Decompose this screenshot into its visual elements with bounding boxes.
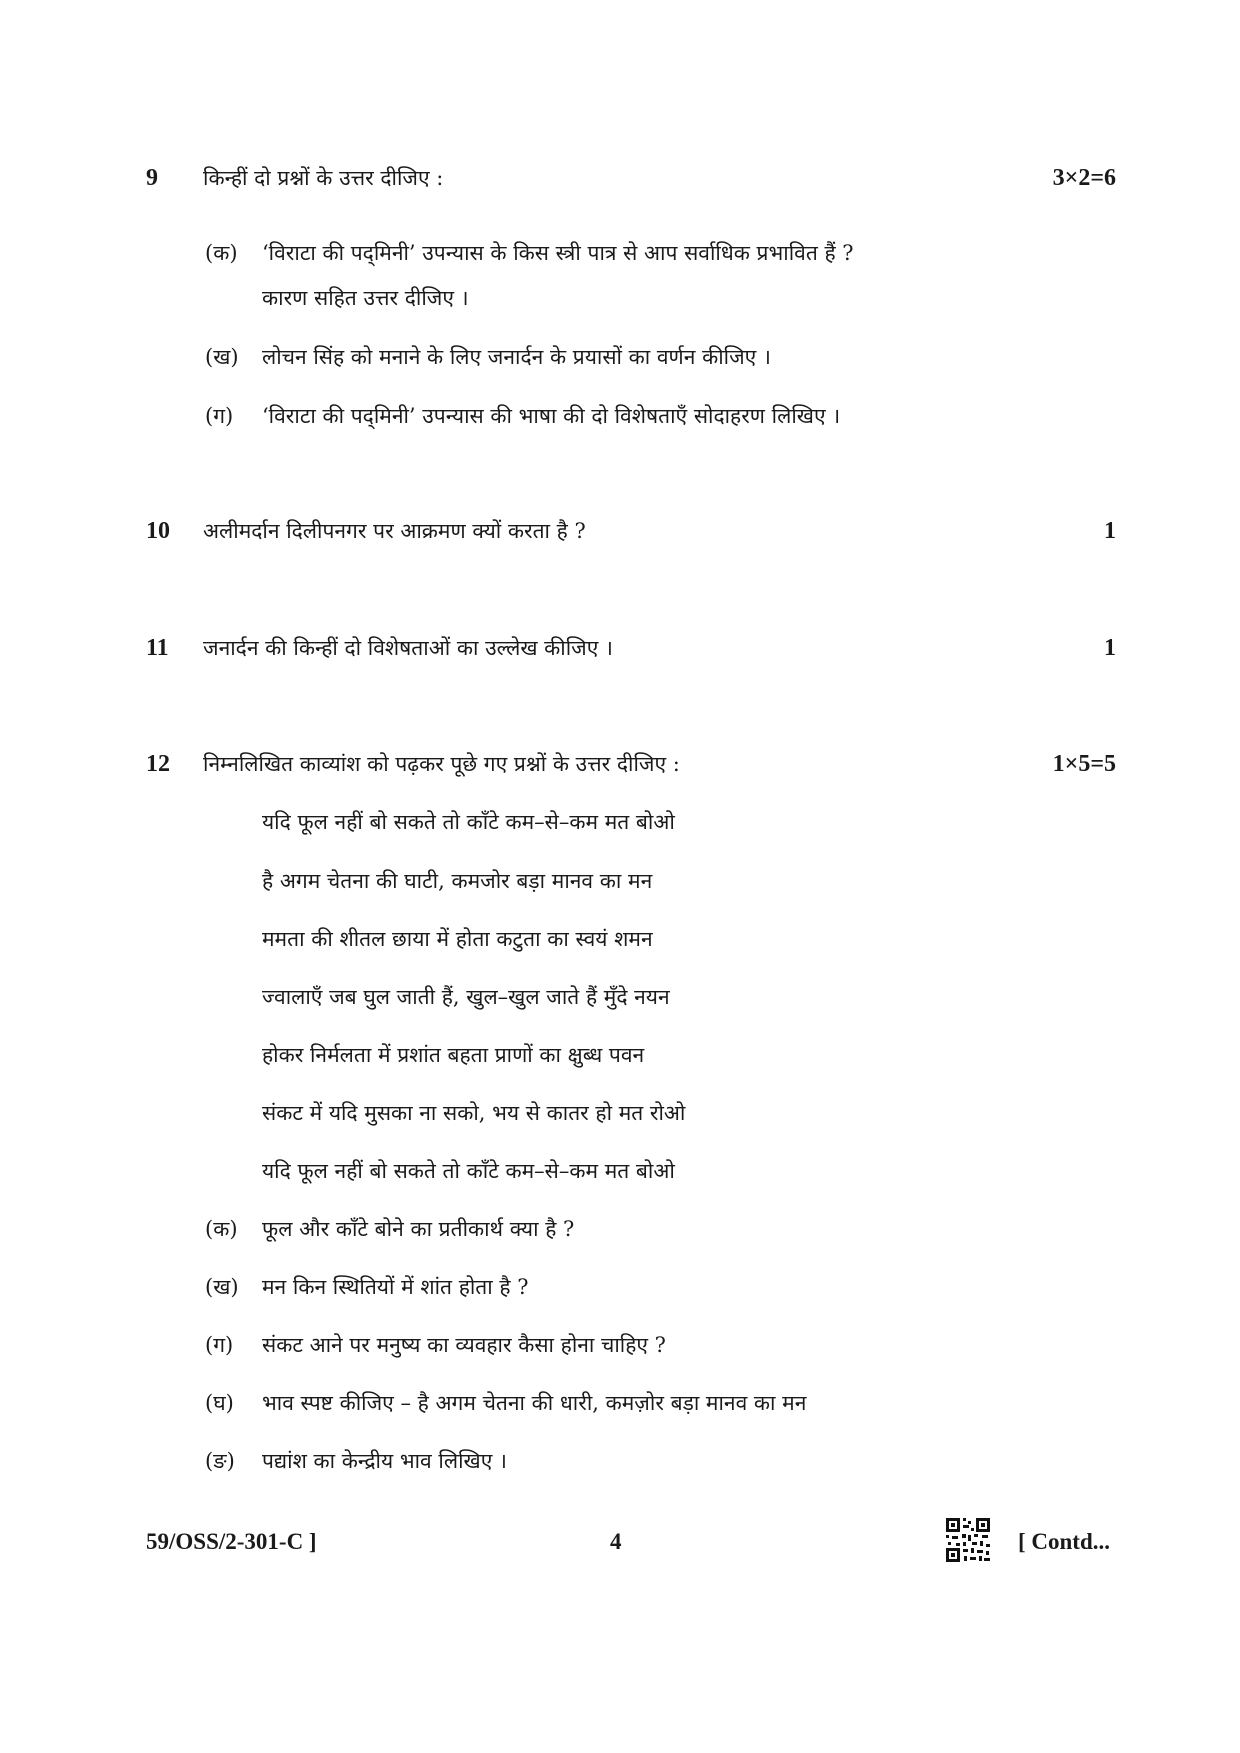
qr-code-icon bbox=[944, 1516, 992, 1564]
part-text: लोचन सिंह को मनाने के लिए जनार्दन के प्रयासों का वर्णन कीजिए । bbox=[262, 345, 771, 369]
question-marks: 3×2=6 bbox=[1052, 165, 1116, 191]
page-number: 4 bbox=[610, 1529, 622, 1554]
question-marks: 1 bbox=[1104, 635, 1116, 661]
poem-line-1: यदि फूल नहीं बो सकते तो काँटे कम–से–कम मत बोओ bbox=[262, 810, 675, 834]
poem-line-7: यदि फूल नहीं बो सकते तो काँटे कम–से–कम मत बोओ bbox=[262, 1159, 675, 1183]
part-text: ‘विराटा की पद्‌मिनी’ उपन्यास के किस स्त्री पात्र से आप सर्वाधिक प्रभावित हैं ? bbox=[262, 241, 854, 265]
part-text: संकट आने पर मनुष्य का व्यवहार कैसा होना चाहिए ? bbox=[262, 1333, 666, 1357]
question-number: 10 bbox=[146, 518, 170, 544]
poem-line-5: होकर निर्मलता में प्रशांत बहता प्राणों का क्षुब्ध पवन bbox=[262, 1043, 645, 1067]
part-label: (ग) bbox=[205, 404, 234, 428]
part-text: मन किन स्थितियों में शांत होता है ? bbox=[262, 1275, 529, 1299]
part-text: भाव स्पष्ट कीजिए – है अगम चेतना की धारी, कमज़ोर बड़ा मानव का मन bbox=[262, 1391, 807, 1415]
question-text: अलीमर्दान दिलीपनगर पर आक्रमण क्यों करता है ? bbox=[203, 519, 586, 543]
part-text: पद्यांश का केन्द्रीय भाव लिखिए । bbox=[262, 1449, 507, 1473]
question-text: जनार्दन की किन्हीं दो विशेषताओं का उल्लेख कीजिए । bbox=[203, 636, 614, 660]
question-marks: 1×5=5 bbox=[1052, 751, 1116, 777]
part-label: (ख) bbox=[205, 1275, 239, 1299]
paper-code: 59/OSS/2-301-C ] bbox=[146, 1529, 317, 1554]
poem-line-4: ज्वालाएँ जब घुल जाती हैं, खुल–खुल जाते हैं मुँदे नयन bbox=[262, 985, 670, 1009]
question-marks: 1 bbox=[1104, 518, 1116, 544]
part-text: ‘विराटा की पद्‌मिनी’ उपन्यास की भाषा की दो विशेषताएँ सोदाहरण लिखिए । bbox=[262, 404, 841, 428]
part-label: (ख) bbox=[205, 345, 239, 369]
question-number: 11 bbox=[146, 635, 169, 661]
question-text: निम्नलिखित काव्यांश को पढ़कर पूछे गए प्रश्नों के उत्तर दीजिए : bbox=[203, 752, 680, 776]
part-label: (क) bbox=[205, 1217, 238, 1241]
part-label: (ङ) bbox=[205, 1449, 235, 1473]
part-label: (क) bbox=[205, 241, 238, 265]
question-text: किन्हीं दो प्रश्नों के उत्तर दीजिए : bbox=[203, 166, 444, 190]
question-number: 12 bbox=[146, 751, 170, 777]
part-text-continued: कारण सहित उत्तर दीजिए । bbox=[262, 286, 469, 310]
poem-line-2: है अगम चेतना की घाटी, कमजोर बड़ा मानव का मन bbox=[262, 869, 653, 893]
part-text: फूल और काँटे बोने का प्रतीकार्थ क्या है ? bbox=[262, 1217, 575, 1241]
poem-line-3: ममता की शीतल छाया में होता कटुता का स्वयं शमन bbox=[262, 927, 653, 951]
part-label: (ग) bbox=[205, 1333, 234, 1357]
poem-line-6: संकट में यदि मुसका ना सको, भय से कातर हो मत रोओ bbox=[262, 1101, 686, 1125]
part-label: (घ) bbox=[205, 1391, 234, 1415]
question-number: 9 bbox=[146, 165, 158, 191]
qr-code-graphic bbox=[944, 1516, 992, 1564]
continued-label: [ Contd... bbox=[1018, 1529, 1111, 1554]
